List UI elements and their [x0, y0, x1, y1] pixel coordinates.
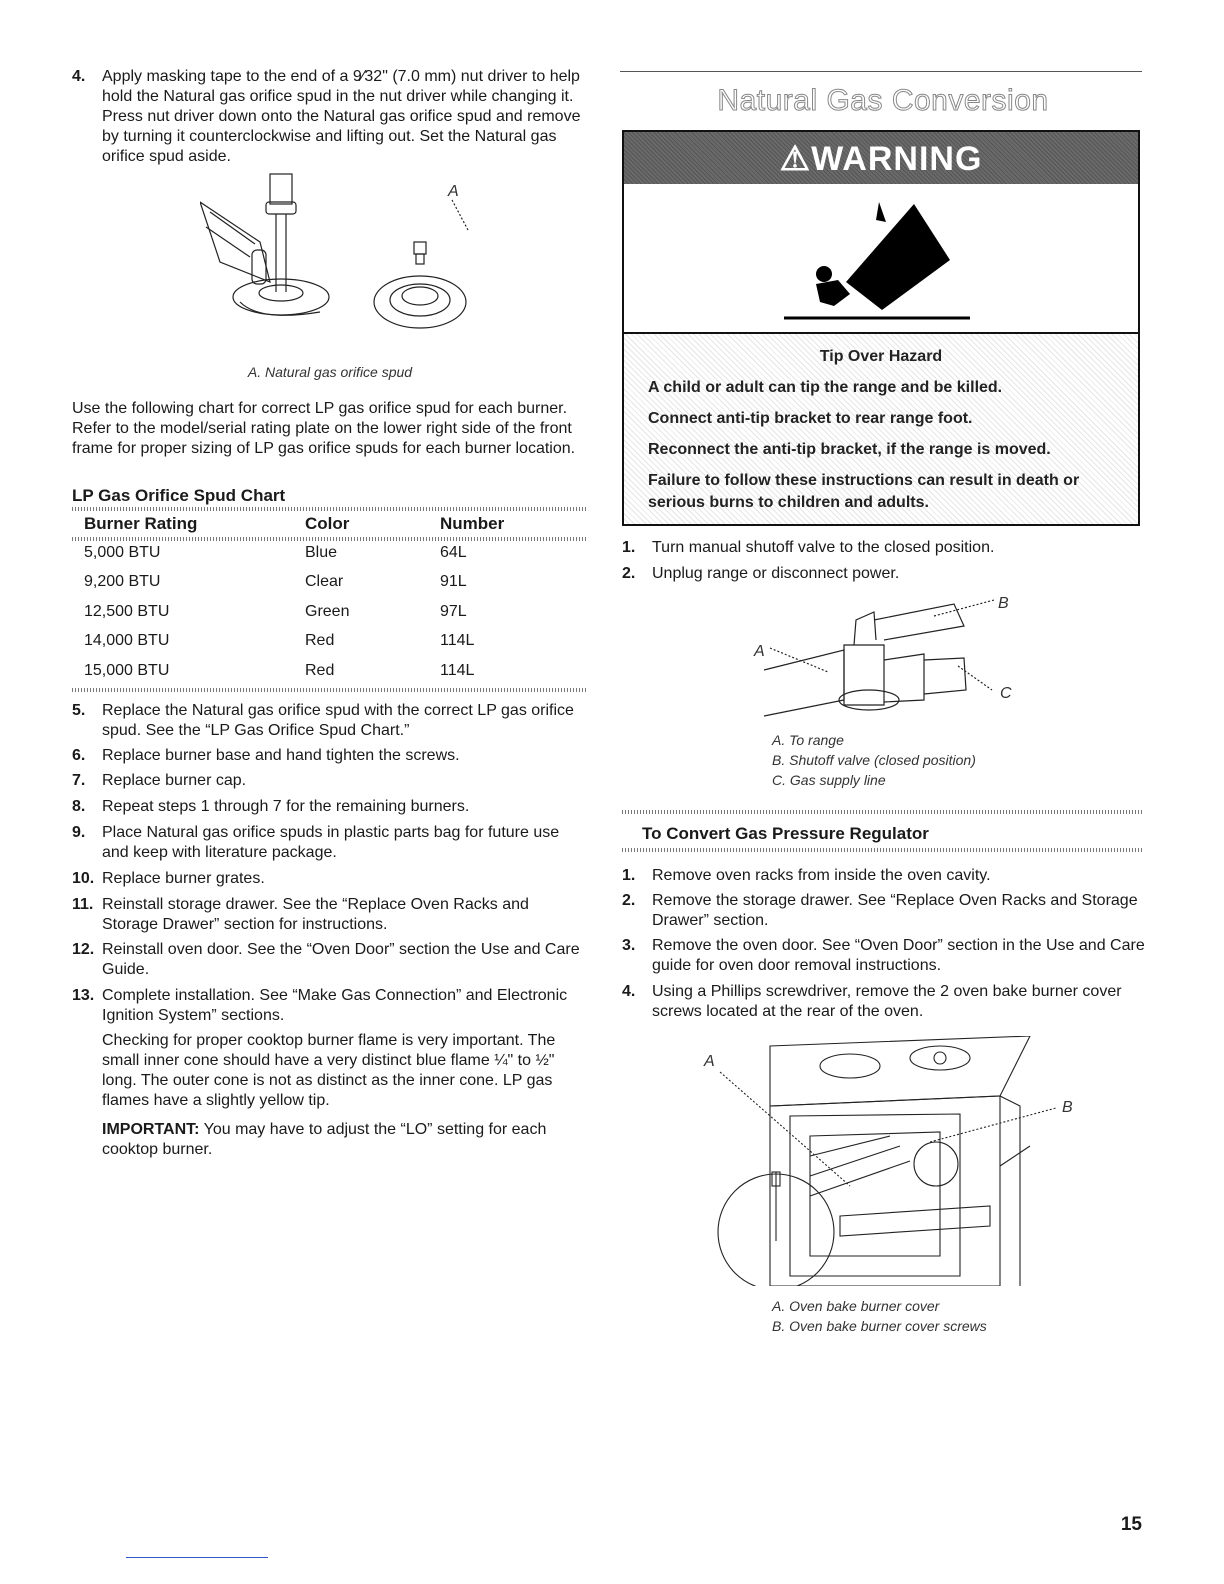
cell-rating: 9,200 BTU [84, 573, 161, 590]
header-color: Color [305, 514, 350, 533]
step-text: Remove the storage drawer. See “Replace Oven Racks and Storage Drawer” section. [652, 892, 1138, 929]
step-number: 6. [72, 747, 86, 764]
nut-driver-illustration [200, 172, 480, 342]
step-number: 11. [72, 896, 94, 913]
fig1-label-a: A [448, 183, 459, 200]
cell-number: 64L [440, 544, 467, 561]
step-text: Apply masking tape to the end of a 9⁄32" (7.0 mm) nut driver to help hold the Natural gas orifice spud in the nut driver while changing it. Press nut driver down onto the Natural gas orifice spud and remove by turning it counterclockwise and lifting out. Set the Natural gas orifice spud aside. [102, 68, 581, 165]
cell-color: Red [305, 662, 335, 679]
step-10 [72, 869, 588, 889]
warning-header [624, 132, 1138, 184]
cell-rating: 15,000 BTU [84, 662, 170, 679]
step-number: 4. [72, 68, 86, 85]
regulator-bottom-divider [622, 848, 1144, 852]
step-number: 9. [72, 824, 86, 841]
cell-rating: 12,500 BTU [84, 603, 170, 620]
fig2-label-c: C [1000, 685, 1012, 702]
step-number: 4. [622, 983, 636, 1000]
shutoff-valve-illustration [744, 590, 1034, 724]
fig3-label-a: A [704, 1053, 715, 1070]
step-text: Replace burner cap. [102, 772, 247, 789]
step-7 [72, 771, 588, 791]
step-1-shutoff [622, 538, 1146, 558]
step-number: 2. [622, 892, 636, 909]
hazard-title: Tip Over Hazard [819, 348, 943, 365]
step-text: Replace burner base and hand tighten the screws. [102, 747, 460, 764]
fig2-caption-a: A. To range [772, 732, 844, 748]
step-5 [72, 701, 588, 741]
step-number: 7. [72, 772, 86, 789]
warning-line: Reconnect the anti-tip bracket, if the range is moved. [648, 441, 1051, 458]
regulator-step-3 [622, 936, 1146, 976]
step-12 [72, 940, 588, 980]
step-4 [72, 67, 588, 167]
step-text: Reinstall oven door. See the “Oven Door” section the Use and Care Guide. [102, 941, 580, 978]
regulator-step-4 [622, 982, 1146, 1022]
warning-line: Failure to follow these instructions can result in death or serious burns to children and adults. [648, 472, 1080, 511]
step-number: 1. [622, 867, 636, 884]
step-number: 3. [622, 937, 636, 954]
step-text: Unplug range or disconnect power. [652, 565, 900, 582]
cell-number: 114L [440, 662, 475, 679]
table-bottom-divider [72, 688, 588, 692]
step-text: Place Natural gas orifice spuds in plastic parts bag for future use and keep with literature package. [102, 824, 560, 861]
fig3-label-b: B [1062, 1099, 1073, 1116]
cell-color: Clear [305, 573, 344, 590]
header-number: Number [440, 514, 505, 533]
important-note [102, 1120, 588, 1160]
warning-title [624, 139, 1138, 179]
warning-title-text: WARNING [811, 140, 983, 178]
cell-rating: 5,000 BTU [84, 544, 161, 561]
step-number: 12. [72, 941, 95, 958]
warning-line: A child or adult can tip the range and be killed. [648, 379, 1003, 396]
warning-box [622, 130, 1140, 526]
warning-text-area [624, 334, 1138, 524]
step-number: 2. [622, 565, 636, 582]
step-number: 10. [72, 870, 95, 887]
step-text: Reinstall storage drawer. See the “Replace Oven Racks and Storage Drawer” section for instructions. [102, 896, 529, 933]
step-text: Remove the oven door. See “Oven Door” section in the Use and Care guide for oven door removal instructions. [652, 937, 1145, 974]
step-9 [72, 823, 588, 863]
fig2-caption-b: B. Shutoff valve (closed position) [772, 752, 976, 768]
chart-intro: Use the following chart for correct LP gas orifice spud for each burner. Refer to the model/serial rating plate on the lower right side of the front frame for proper sizing of LP gas orifice spuds for each burner location. [72, 400, 576, 457]
step-8 [72, 797, 588, 817]
regulator-heading: To Convert Gas Pressure Regulator [642, 824, 929, 843]
step-number: 1. [622, 539, 636, 556]
cell-number: 91L [440, 573, 467, 590]
table-header-divider [72, 537, 588, 541]
cell-number: 97L [440, 603, 467, 620]
important-label: IMPORTANT: [102, 1121, 200, 1138]
table-row [72, 662, 588, 684]
oven-bake-burner-illustration [700, 1036, 1090, 1286]
fig2-label-b: B [998, 595, 1009, 612]
step-text: Replace burner grates. [102, 870, 265, 887]
step-11 [72, 895, 588, 935]
warning-line: Connect anti-tip bracket to rear range foot. [648, 410, 973, 427]
step-text: Remove oven racks from inside the oven cavity. [652, 867, 991, 884]
step-text: Repeat steps 1 through 7 for the remaining burners. [102, 798, 470, 815]
regulator-step-1 [622, 866, 1146, 886]
cell-color: Green [305, 603, 350, 620]
table-row [72, 544, 588, 566]
step-text: Turn manual shutoff valve to the closed position. [652, 539, 995, 556]
fig2-caption-c: C. Gas supply line [772, 772, 886, 788]
step-text: Complete installation. See “Make Gas Connection” and Electronic Ignition System” sections. [102, 987, 568, 1024]
step-6 [72, 746, 588, 766]
chart-title: LP Gas Orifice Spud Chart [72, 486, 286, 505]
tip-over-illustration [624, 184, 1138, 334]
step-text: Replace the Natural gas orifice spud with the correct LP gas orifice spud. See the “LP Gas Orifice Spud Chart.” [102, 702, 574, 739]
table-row [72, 632, 588, 654]
fig3-caption-b: B. Oven bake burner cover screws [772, 1318, 987, 1334]
regulator-top-divider [622, 810, 1144, 814]
step-13 [72, 986, 588, 1026]
tip-over-icon [624, 184, 1138, 330]
section-title: Natural Gas Conversion [717, 84, 1049, 117]
flame-paragraph: Checking for proper cooktop burner flame is very important. The small inner cone should have a very distinct blue flame ¼" to ½" long. The outer cone is not as distinct as the inner cone. LP gas flames have a slightly yellow tip. [102, 1032, 556, 1109]
cell-color: Red [305, 632, 335, 649]
footer-link-rule [126, 1557, 268, 1558]
important-text: You may have to adjust the “LO” setting for each cooktop burner. [102, 1121, 547, 1158]
table-row [72, 573, 588, 595]
page-number: 15 [1120, 1514, 1142, 1535]
step-2-unplug [622, 564, 1146, 584]
step-number: 13. [72, 987, 95, 1004]
warning-triangle-icon: ⚠ [779, 140, 812, 178]
step-text: Using a Phillips screwdriver, remove the 2 oven bake burner cover screws located at the rear of the oven. [652, 983, 1122, 1020]
fig1-caption: A. Natural gas orifice spud [247, 364, 413, 380]
regulator-step-2 [622, 891, 1146, 931]
cell-rating: 14,000 BTU [84, 632, 170, 649]
step-number: 8. [72, 798, 86, 815]
cell-number: 114L [440, 632, 475, 649]
fig2-label-a: A [754, 643, 765, 660]
fig3-caption-a: A. Oven bake burner cover [772, 1298, 940, 1314]
table-top-divider [72, 507, 588, 511]
step-number: 5. [72, 702, 86, 719]
section-rule [620, 71, 1142, 72]
cell-color: Blue [305, 544, 338, 561]
header-burner-rating: Burner Rating [84, 514, 198, 533]
table-row [72, 603, 588, 625]
